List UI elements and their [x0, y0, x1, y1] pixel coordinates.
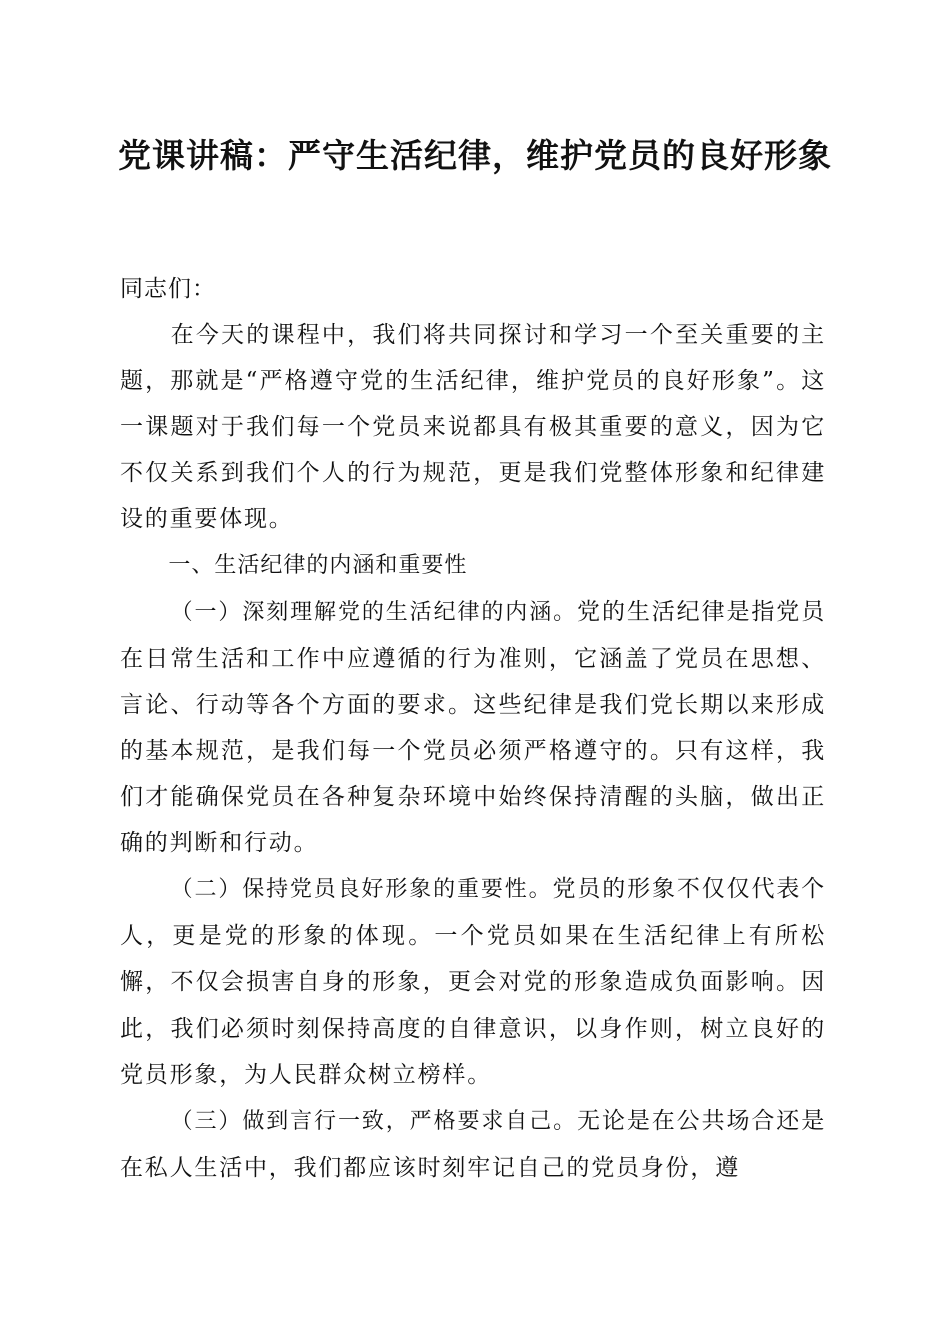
- point-paragraph: [120, 866, 826, 1097]
- point-paragraph: [120, 589, 826, 867]
- point-body: 党员的形象不仅仅代表个人，更是党的形象的体现。一个党员如果在生活纪律上有所松懈，不仅会损害自身的形象，更会对党的形象造成负面影响。因此，我们必须时刻保持高度的自律意识，以身作则，树立良好的党员形象，为人民群众树立榜样。: [120, 876, 826, 1088]
- point-body: 无论是在公共场合还是在私人生活中，我们都应该时刻牢记自己的党员身份，遵: [120, 1107, 826, 1181]
- salutation: 同志们：: [120, 276, 216, 302]
- point-lead: （二）保持党员良好形象的重要性。: [170, 877, 553, 903]
- section-heading: 一、生活纪律的内涵和重要性: [168, 552, 468, 578]
- point-body: 党的生活纪律是指党员在日常生活和工作中应遵循的行为准则，它涵盖了党员在思想、言论、行动等各个方面的要求。这些纪律是我们党长期以来形成的基本规范，是我们每一个党员必须严格遵守的。只有这样，我们才能确保党员在各种复杂环境中始终保持清醒的头脑，做出正确的判断和行动。: [120, 598, 826, 857]
- point-lead: （一）深刻理解党的生活纪律的内涵。: [170, 599, 578, 625]
- document-body: [120, 266, 826, 1191]
- point-paragraph: [120, 1098, 826, 1191]
- document-title: 党课讲稿：严守生活纪律，维护党员的良好形象: [118, 136, 832, 175]
- point-lead: （三）做到言行一致，严格要求自己。: [170, 1108, 578, 1134]
- intro-paragraph: 在今天的课程中，我们将共同探讨和学习一个至关重要的主题，那就是“严格遵守党的生活纪律，维护党员的良好形象”。这一课题对于我们每一个党员来说都具有极其重要的意义，因为它不仅关系到我们个人的行为规范，更是我们党整体形象和纪律建设的重要体现。: [120, 322, 826, 533]
